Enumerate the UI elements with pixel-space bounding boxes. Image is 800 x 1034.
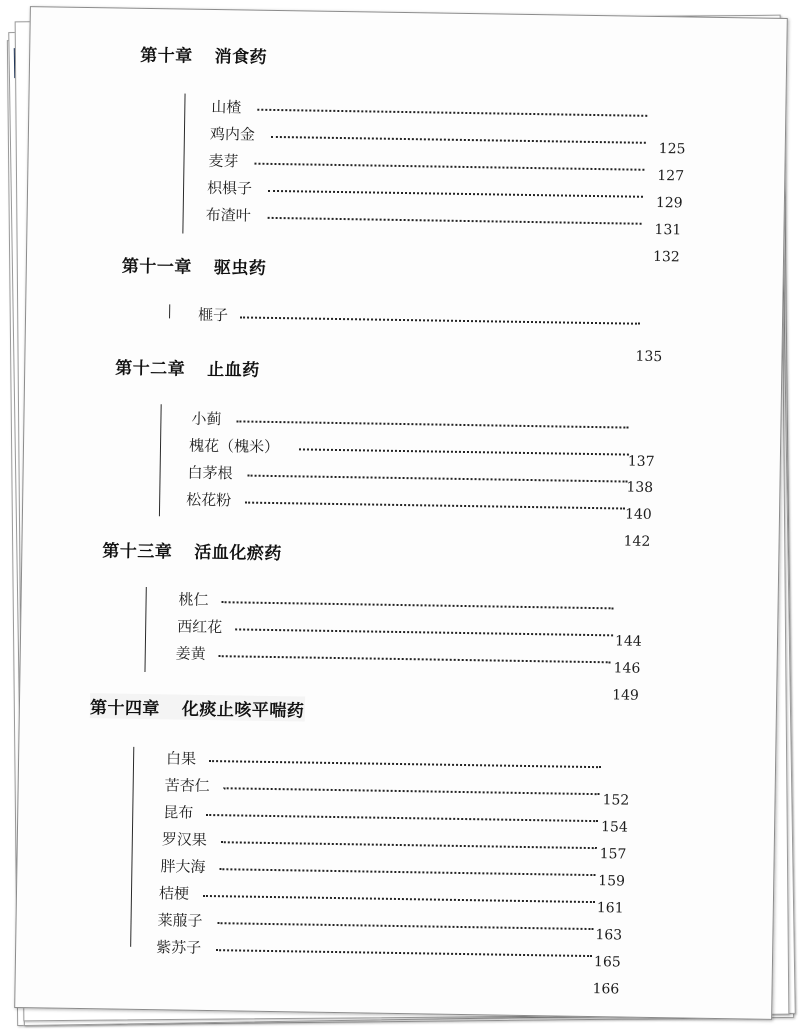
toc-entry-name[interactable]: 罗汉果 [161,830,207,849]
chapter-heading [90,693,305,721]
toc-entry-page[interactable]: 142 [623,533,651,550]
toc-entry-page[interactable]: 137 [627,453,655,470]
toc-entry-page[interactable]: 129 [655,194,683,212]
toc-entry-name[interactable]: 桃仁 [178,590,209,609]
chapter-title: 活血化瘀药 [194,542,282,565]
toc-entry-page[interactable]: 154 [600,819,628,836]
toc-entry-name[interactable]: 西红花 [177,617,223,637]
toc-entry-page[interactable]: 132 [652,248,680,266]
toc-entry-name[interactable]: 苦杏仁 [164,776,210,796]
toc-entry-name[interactable]: 槐花（槐米） [188,436,280,457]
chapter-14 [15,7,787,1019]
leader-dots [203,895,595,903]
toc-entry-page[interactable]: 146 [613,660,641,677]
leader-dots [216,949,592,957]
toc-entry-page[interactable]: 138 [626,479,654,496]
toc-entry-name[interactable]: 山楂 [211,97,242,117]
toc-entry-name[interactable]: 松花粉 [186,490,232,510]
chapter-number: 第十一章 [121,256,192,278]
toc-entry-name[interactable]: 胖大海 [160,857,206,876]
leader-dots [224,787,600,795]
toc-entry-name[interactable]: 白果 [165,749,197,768]
toc-entry-page[interactable]: 140 [624,506,652,523]
toc-entry-page[interactable]: 135 [635,348,663,366]
toc-entry-page[interactable]: 127 [657,167,685,185]
toc-entry-name[interactable]: 紫苏子 [156,938,202,957]
toc-entry-page[interactable]: 163 [595,927,623,944]
toc-page [14,6,788,1020]
toc-entry-page[interactable]: 159 [598,873,626,890]
leader-dots [219,868,595,876]
toc-entry-name[interactable]: 榧子 [197,305,229,325]
chapter-title: 止血药 [207,359,260,381]
leader-dots [209,760,601,768]
toc-entry-page[interactable]: 144 [614,633,642,650]
toc-entry-name[interactable]: 枳椇子 [206,178,253,198]
chapter-number: 第十二章 [115,358,186,380]
toc-entry-page[interactable]: 165 [593,954,621,971]
chapter-number: 第十三章 [102,541,173,563]
toc-entry-name[interactable]: 布渣叶 [205,205,251,225]
toc-entry-page[interactable]: 149 [612,687,640,704]
toc-entry-page[interactable]: 157 [599,846,627,863]
toc-entry-name[interactable]: 鸡内金 [209,124,256,144]
toc-entry-name[interactable]: 姜黄 [175,644,206,663]
chapter-vertical-rule [130,747,134,947]
toc-entry-name[interactable]: 白茅根 [187,463,233,483]
toc-entry-name[interactable]: 昆布 [163,803,194,822]
toc-entry-page[interactable]: 125 [658,141,686,158]
chapter-number: 第十四章 [89,698,161,720]
leader-dots [218,922,594,930]
toc-entry-name[interactable]: 桔梗 [158,884,190,903]
chapter-title: 驱虫药 [213,258,267,279]
toc-entry-page[interactable]: 161 [596,900,624,917]
chapter-title: 化痰止咳平喘药 [181,699,305,722]
toc-entry-page[interactable]: 152 [602,792,630,809]
toc-entry-page[interactable]: 131 [654,221,682,239]
toc-entry-page[interactable]: 166 [592,981,620,998]
toc-entry-name[interactable]: 麦芽 [208,151,239,171]
toc-entry-name[interactable]: 小蓟 [191,409,222,429]
toc-entry-name[interactable]: 莱菔子 [157,911,203,930]
chapter-number: 第十章 [139,45,193,67]
leader-dots [221,841,597,849]
chapter-title: 消食药 [214,47,268,68]
leader-dots [206,814,598,822]
